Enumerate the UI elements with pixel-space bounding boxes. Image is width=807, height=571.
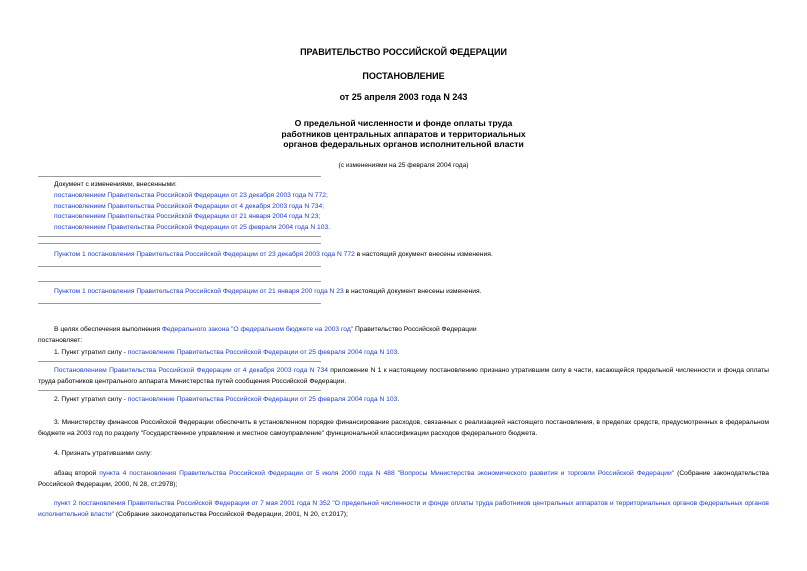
- title-line: органов федеральных органов исполнительной власти: [283, 139, 524, 149]
- paragraph-text: 1. Пункт утратил силу -: [54, 349, 128, 356]
- repeal-link[interactable]: постановление Правительства Российской Федерации от 25 февраля 2004 года N 103: [127, 349, 398, 356]
- paragraph-3: 3. Министерству финансов Российской Федерации обеспечить в установленном порядке финансирование расходов, связанных с реализацией настоящего постановления, в пределах средств, предусмотренных в федеральном бюджете на 2003 год по разделу "Государственное управление и местное самоуправление" функциональной классификации расходов федерального бюджета.: [38, 419, 769, 437]
- amendments-intro: Документ с изменениями, внесенными:: [54, 181, 177, 188]
- federal-law-link[interactable]: Федерального закона "О федеральном бюджете на 2003 год": [161, 326, 354, 333]
- document-title: [0, 118, 807, 150]
- paragraph-2: [38, 395, 769, 406]
- amendment-note-link[interactable]: Постановлением Правительства Российской Федерации от 4 декабря 2003 года N 734: [54, 367, 328, 374]
- change-note: [54, 250, 774, 259]
- change-note-link[interactable]: Пунктом 1 постановления Правительства Российской Федерации от 21 января 200 года N 23: [54, 288, 344, 295]
- amendments-box: [54, 180, 654, 234]
- preamble-text: Правительство Российской Федерации: [353, 326, 477, 333]
- paragraph-text: абзац второй: [54, 470, 100, 477]
- amendment-link[interactable]: постановлением Правительства Российской Федерации от 4 декабря 2003 года N 734;: [54, 202, 325, 210]
- preamble-text: В целях обеспечения выполнения: [54, 326, 162, 333]
- preamble-resolves: постановляет:: [38, 337, 83, 344]
- divider: [38, 176, 321, 177]
- paragraph-4-item: [38, 469, 769, 491]
- change-note-text: в настоящий документ внесены изменения.: [354, 251, 493, 258]
- date-number-heading: от 25 апреля 2003 года N 243: [339, 92, 468, 102]
- amendment-link[interactable]: постановлением Правительства Российской Федерации от 25 февраля 2004 года N 103.: [54, 224, 331, 232]
- change-note-text: в настоящий документ внесены изменения.: [343, 288, 482, 295]
- divider: [38, 281, 321, 282]
- divider: [38, 243, 321, 244]
- divider: [38, 303, 321, 304]
- divider: [38, 266, 321, 267]
- repeal-link[interactable]: постановление Правительства Российской Федерации от 25 февраля 2004 года N 103: [127, 396, 398, 403]
- document-type-heading: ПОСТАНОВЛЕНИЕ: [362, 71, 445, 81]
- change-note: [54, 287, 774, 296]
- divider: [38, 361, 321, 362]
- preamble: [38, 325, 769, 336]
- paragraph-4: 4. Признать утратившими силу:: [54, 450, 152, 457]
- issuer-heading: ПРАВИТЕЛЬСТВО РОССИЙСКОЙ ФЕДЕРАЦИИ: [300, 47, 507, 57]
- repealed-act-link[interactable]: пункта 4 постановления Правительства Российской Федерации от 5 июля 2000 года N 488 "Вопросы Министерства экономического развития и торговли Российской Федерации": [99, 470, 675, 477]
- edits-note: (с изменениями на 25 февраля 2004 года): [338, 162, 469, 169]
- title-line: О предельной численности и фонде оплаты труда: [294, 118, 513, 128]
- divider: [38, 390, 321, 391]
- paragraph-text: .: [397, 349, 400, 356]
- paragraph-text: приложение N 1 к настоящему постановлению признано утратившим силу в части, касающейся предельной численности и фонда оплаты труда работников центрального аппарата Министерства путей сообщения Российской Федерации.: [38, 367, 769, 385]
- paragraph-1: [38, 348, 769, 359]
- paragraph-text: .: [397, 396, 400, 403]
- paragraph-4-item: [38, 499, 769, 521]
- paragraph-1-note: [38, 366, 769, 388]
- paragraph-text: (Собрание законодательства Российской Федерации, 2001, N 20, ст.2017);: [114, 510, 348, 518]
- amendment-link[interactable]: постановлением Правительства Российской Федерации от 21 января 2004 года N 23;: [54, 213, 321, 221]
- paragraph-text: 2. Пункт утратил силу -: [54, 396, 128, 403]
- repealed-act-link[interactable]: пункт 2 постановления Правительства Российской Федерации от 7 мая 2001 года N 352 "О предельной численности и фонде оплаты труда работников центральных аппаратов и территориальных органов федеральных органов исполнительной власти": [38, 500, 769, 518]
- change-note-link[interactable]: Пунктом 1 постановления Правительства Российской Федерации от 23 декабря 2003 года N 772: [54, 251, 355, 258]
- amendment-link[interactable]: постановлением Правительства Российской Федерации от 23 декабря 2003 года N 772;: [54, 191, 328, 199]
- divider: [38, 236, 321, 237]
- title-line: работников центральных аппаратов и территориальных: [281, 128, 526, 139]
- paragraph-text: (Собрание законодательства Российской Федерации, 2000, N 28, ст.2978);: [38, 470, 769, 488]
